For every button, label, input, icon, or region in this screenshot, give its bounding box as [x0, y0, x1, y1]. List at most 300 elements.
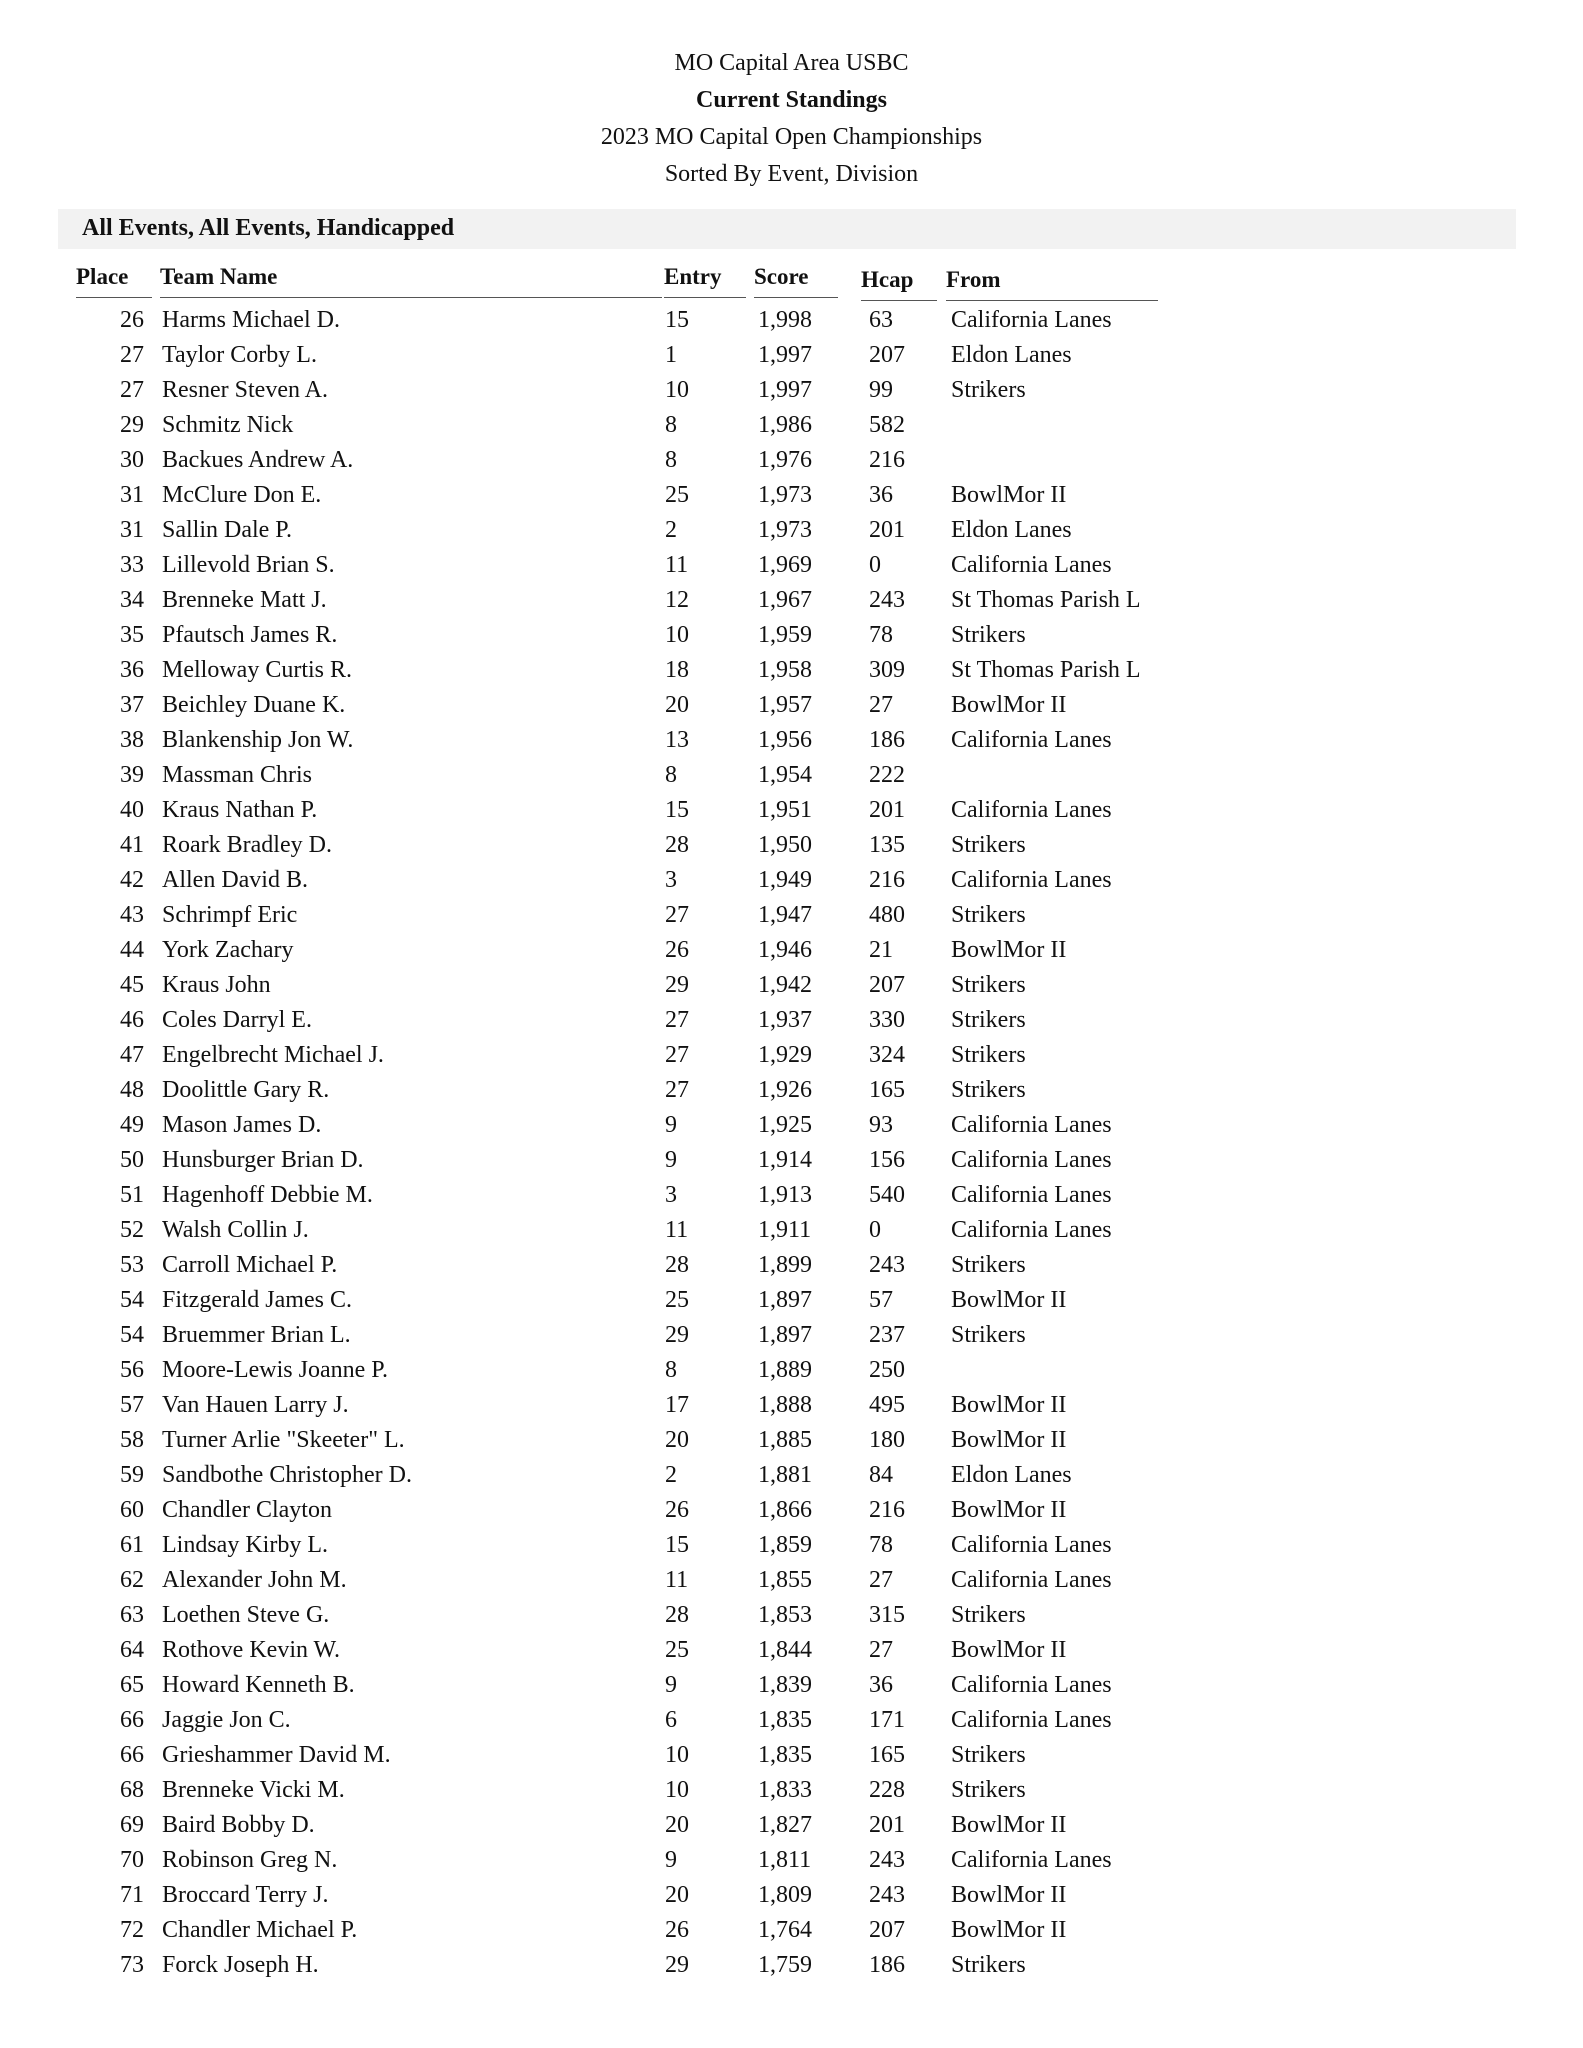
table-row — [0, 1077, 1583, 1112]
cell-hcap: 216 — [869, 867, 905, 893]
table-row — [0, 1532, 1583, 1567]
cell-entry: 10 — [665, 1777, 689, 1803]
cell-entry: 27 — [665, 902, 689, 928]
table-row — [0, 377, 1583, 412]
table-row — [0, 902, 1583, 937]
cell-score: 1,844 — [758, 1637, 812, 1663]
cell-name: Broccard Terry J. — [162, 1882, 329, 1908]
cell-from: Eldon Lanes — [951, 517, 1072, 543]
cell-entry: 27 — [665, 1007, 689, 1033]
cell-place: 66 — [120, 1742, 144, 1768]
cell-hcap: 78 — [869, 1532, 893, 1558]
cell-name: Backues Andrew A. — [162, 447, 354, 473]
cell-place: 45 — [120, 972, 144, 998]
cell-score: 1,897 — [758, 1287, 812, 1313]
cell-hcap: 57 — [869, 1287, 893, 1313]
cell-place: 35 — [120, 622, 144, 648]
cell-entry: 11 — [665, 1567, 689, 1593]
cell-from: BowlMor II — [951, 692, 1067, 718]
table-row — [0, 867, 1583, 902]
cell-from: California Lanes — [951, 1112, 1112, 1138]
table-row — [0, 1497, 1583, 1532]
cell-entry: 26 — [665, 1917, 689, 1943]
table-row — [0, 1147, 1583, 1182]
cell-name: Brenneke Matt J. — [162, 587, 327, 613]
cell-from: California Lanes — [951, 1672, 1112, 1698]
cell-entry: 8 — [665, 1357, 677, 1383]
cell-entry: 27 — [665, 1042, 689, 1068]
cell-score: 1,973 — [758, 517, 812, 543]
cell-hcap: 99 — [869, 377, 893, 403]
cell-name: Pfautsch James R. — [162, 622, 338, 648]
cell-entry: 15 — [665, 797, 689, 823]
cell-name: Van Hauen Larry J. — [162, 1392, 349, 1418]
cell-score: 1,914 — [758, 1147, 812, 1173]
cell-place: 59 — [120, 1462, 144, 1488]
cell-hcap: 21 — [869, 937, 893, 963]
cell-name: Loethen Steve G. — [162, 1602, 330, 1628]
table-row — [0, 1952, 1583, 1987]
tournament-title: 2023 MO Capital Open Championships — [600, 124, 983, 150]
cell-score: 1,855 — [758, 1567, 812, 1593]
table-row — [0, 937, 1583, 972]
cell-place: 53 — [120, 1252, 144, 1278]
cell-score: 1,811 — [758, 1847, 812, 1873]
cell-entry: 25 — [665, 1287, 689, 1313]
cell-place: 39 — [120, 762, 144, 788]
cell-entry: 28 — [665, 1252, 689, 1278]
column-header-hcap: Hcap — [861, 267, 937, 301]
cell-hcap: 135 — [869, 832, 905, 858]
cell-score: 1,997 — [758, 377, 812, 403]
cell-hcap: 480 — [869, 902, 905, 928]
sort-description: Sorted By Event, Division — [664, 161, 919, 187]
cell-from: Strikers — [951, 1777, 1026, 1803]
report-title: Current Standings — [696, 87, 887, 113]
cell-entry: 1 — [665, 342, 677, 368]
cell-from: BowlMor II — [951, 1287, 1067, 1313]
cell-score: 1,827 — [758, 1812, 812, 1838]
cell-from: Strikers — [951, 972, 1026, 998]
table-row — [0, 1287, 1583, 1322]
table-row — [0, 1672, 1583, 1707]
cell-score: 1,926 — [758, 1077, 812, 1103]
cell-score: 1,957 — [758, 692, 812, 718]
cell-from: California Lanes — [951, 1217, 1112, 1243]
cell-entry: 28 — [665, 832, 689, 858]
cell-name: Schrimpf Eric — [162, 902, 298, 928]
cell-hcap: 201 — [869, 1812, 905, 1838]
cell-name: Jaggie Jon C. — [162, 1707, 291, 1733]
cell-score: 1,913 — [758, 1182, 812, 1208]
column-header-from: From — [946, 267, 1158, 301]
cell-from: Strikers — [951, 1042, 1026, 1068]
table-row — [0, 1812, 1583, 1847]
cell-name: Beichley Duane K. — [162, 692, 346, 718]
cell-hcap: 228 — [869, 1777, 905, 1803]
cell-place: 46 — [120, 1007, 144, 1033]
cell-place: 27 — [120, 377, 144, 403]
cell-name: Forck Joseph H. — [162, 1952, 319, 1978]
cell-place: 73 — [120, 1952, 144, 1978]
cell-entry: 11 — [665, 1217, 689, 1243]
cell-hcap: 0 — [869, 1217, 881, 1243]
table-row — [0, 727, 1583, 762]
cell-name: Roark Bradley D. — [162, 832, 332, 858]
cell-name: Chandler Clayton — [162, 1497, 332, 1523]
cell-name: McClure Don E. — [162, 482, 322, 508]
cell-hcap: 243 — [869, 1847, 905, 1873]
table-row — [0, 762, 1583, 797]
cell-score: 1,947 — [758, 902, 812, 928]
cell-score: 1,959 — [758, 622, 812, 648]
cell-entry: 29 — [665, 972, 689, 998]
cell-entry: 3 — [665, 1182, 677, 1208]
cell-hcap: 250 — [869, 1357, 905, 1383]
cell-name: Brenneke Vicki M. — [162, 1777, 345, 1803]
cell-entry: 9 — [665, 1672, 677, 1698]
cell-place: 61 — [120, 1532, 144, 1558]
cell-hcap: 540 — [869, 1182, 905, 1208]
table-row — [0, 307, 1583, 342]
cell-score: 1,839 — [758, 1672, 812, 1698]
cell-name: Schmitz Nick — [162, 412, 294, 438]
cell-place: 48 — [120, 1077, 144, 1103]
cell-place: 47 — [120, 1042, 144, 1068]
cell-name: Allen David B. — [162, 867, 308, 893]
cell-entry: 11 — [665, 552, 689, 578]
cell-hcap: 207 — [869, 972, 905, 998]
cell-entry: 9 — [665, 1112, 677, 1138]
cell-score: 1,986 — [758, 412, 812, 438]
cell-place: 31 — [120, 517, 144, 543]
cell-score: 1,942 — [758, 972, 812, 998]
cell-name: Coles Darryl E. — [162, 1007, 312, 1033]
table-row — [0, 517, 1583, 552]
column-header-place: Place — [76, 264, 152, 298]
cell-from: Strikers — [951, 902, 1026, 928]
org-title: MO Capital Area USBC — [674, 50, 909, 76]
cell-entry: 17 — [665, 1392, 689, 1418]
cell-name: Bruemmer Brian L. — [162, 1322, 351, 1348]
cell-place: 56 — [120, 1357, 144, 1383]
table-row — [0, 587, 1583, 622]
cell-entry: 25 — [665, 1637, 689, 1663]
table-row — [0, 1882, 1583, 1917]
cell-place: 42 — [120, 867, 144, 893]
cell-entry: 25 — [665, 482, 689, 508]
table-row — [0, 1392, 1583, 1427]
cell-hcap: 495 — [869, 1392, 905, 1418]
cell-place: 54 — [120, 1322, 144, 1348]
cell-name: Melloway Curtis R. — [162, 657, 352, 683]
cell-hcap: 216 — [869, 447, 905, 473]
section-title: All Events, All Events, Handicapped — [82, 215, 455, 241]
cell-hcap: 243 — [869, 587, 905, 613]
cell-entry: 20 — [665, 692, 689, 718]
column-header-entry: Entry — [664, 264, 746, 298]
cell-from: Eldon Lanes — [951, 342, 1072, 368]
cell-place: 51 — [120, 1182, 144, 1208]
cell-from: California Lanes — [951, 867, 1112, 893]
cell-from: BowlMor II — [951, 937, 1067, 963]
cell-place: 54 — [120, 1287, 144, 1313]
cell-hcap: 243 — [869, 1882, 905, 1908]
cell-place: 26 — [120, 307, 144, 333]
cell-place: 44 — [120, 937, 144, 963]
cell-from: California Lanes — [951, 307, 1112, 333]
cell-hcap: 171 — [869, 1707, 905, 1733]
cell-name: York Zachary — [162, 937, 294, 963]
cell-place: 29 — [120, 412, 144, 438]
cell-name: Hagenhoff Debbie M. — [162, 1182, 373, 1208]
cell-entry: 20 — [665, 1812, 689, 1838]
table-row — [0, 657, 1583, 692]
table-row — [0, 1322, 1583, 1357]
table-row — [0, 447, 1583, 482]
cell-place: 31 — [120, 482, 144, 508]
table-row — [0, 1637, 1583, 1672]
cell-from: BowlMor II — [951, 1427, 1067, 1453]
cell-place: 43 — [120, 902, 144, 928]
cell-score: 1,835 — [758, 1742, 812, 1768]
cell-hcap: 180 — [869, 1427, 905, 1453]
cell-hcap: 582 — [869, 412, 905, 438]
cell-entry: 9 — [665, 1147, 677, 1173]
cell-score: 1,888 — [758, 1392, 812, 1418]
table-row — [0, 972, 1583, 1007]
cell-score: 1,764 — [758, 1917, 812, 1943]
cell-from: California Lanes — [951, 1147, 1112, 1173]
cell-place: 65 — [120, 1672, 144, 1698]
cell-name: Grieshammer David M. — [162, 1742, 391, 1768]
cell-hcap: 165 — [869, 1077, 905, 1103]
cell-hcap: 207 — [869, 342, 905, 368]
table-row — [0, 1182, 1583, 1217]
cell-entry: 26 — [665, 1497, 689, 1523]
cell-from: California Lanes — [951, 552, 1112, 578]
cell-name: Fitzgerald James C. — [162, 1287, 352, 1313]
cell-from: BowlMor II — [951, 1497, 1067, 1523]
cell-place: 41 — [120, 832, 144, 858]
table-row — [0, 1112, 1583, 1147]
cell-score: 1,833 — [758, 1777, 812, 1803]
table-row — [0, 412, 1583, 447]
cell-entry: 18 — [665, 657, 689, 683]
cell-hcap: 186 — [869, 1952, 905, 1978]
cell-entry: 10 — [665, 622, 689, 648]
cell-entry: 3 — [665, 867, 677, 893]
table-row — [0, 1917, 1583, 1952]
cell-score: 1,897 — [758, 1322, 812, 1348]
cell-entry: 2 — [665, 1462, 677, 1488]
cell-score: 1,997 — [758, 342, 812, 368]
cell-from: California Lanes — [951, 1707, 1112, 1733]
cell-hcap: 237 — [869, 1322, 905, 1348]
cell-entry: 26 — [665, 937, 689, 963]
cell-place: 58 — [120, 1427, 144, 1453]
cell-from: Strikers — [951, 1742, 1026, 1768]
cell-place: 33 — [120, 552, 144, 578]
cell-score: 1,973 — [758, 482, 812, 508]
cell-name: Rothove Kevin W. — [162, 1637, 340, 1663]
cell-score: 1,967 — [758, 587, 812, 613]
cell-place: 64 — [120, 1637, 144, 1663]
table-row — [0, 342, 1583, 377]
cell-place: 36 — [120, 657, 144, 683]
table-row — [0, 1777, 1583, 1812]
cell-score: 1,976 — [758, 447, 812, 473]
table-row — [0, 797, 1583, 832]
table-row — [0, 1707, 1583, 1742]
cell-name: Resner Steven A. — [162, 377, 328, 403]
cell-name: Doolittle Gary R. — [162, 1077, 330, 1103]
cell-place: 62 — [120, 1567, 144, 1593]
cell-place: 63 — [120, 1602, 144, 1628]
cell-hcap: 216 — [869, 1497, 905, 1523]
cell-name: Taylor Corby L. — [162, 342, 317, 368]
cell-score: 1,956 — [758, 727, 812, 753]
cell-score: 1,835 — [758, 1707, 812, 1733]
cell-score: 1,954 — [758, 762, 812, 788]
table-row — [0, 692, 1583, 727]
table-row — [0, 1742, 1583, 1777]
cell-entry: 10 — [665, 1742, 689, 1768]
table-row — [0, 1217, 1583, 1252]
cell-place: 70 — [120, 1847, 144, 1873]
cell-score: 1,946 — [758, 937, 812, 963]
cell-from: Strikers — [951, 1007, 1026, 1033]
cell-score: 1,949 — [758, 867, 812, 893]
cell-entry: 28 — [665, 1602, 689, 1628]
cell-place: 30 — [120, 447, 144, 473]
cell-place: 52 — [120, 1217, 144, 1243]
cell-entry: 29 — [665, 1952, 689, 1978]
cell-name: Robinson Greg N. — [162, 1847, 338, 1873]
cell-from: Strikers — [951, 1602, 1026, 1628]
table-row — [0, 1252, 1583, 1287]
cell-place: 34 — [120, 587, 144, 613]
cell-from: BowlMor II — [951, 482, 1067, 508]
cell-hcap: 93 — [869, 1112, 893, 1138]
cell-from: St Thomas Parish L — [951, 657, 1141, 683]
table-row — [0, 832, 1583, 867]
table-row — [0, 1007, 1583, 1042]
cell-hcap: 201 — [869, 517, 905, 543]
cell-from: Strikers — [951, 1252, 1026, 1278]
cell-hcap: 27 — [869, 692, 893, 718]
cell-score: 1,809 — [758, 1882, 812, 1908]
cell-hcap: 27 — [869, 1567, 893, 1593]
cell-entry: 15 — [665, 1532, 689, 1558]
cell-score: 1,950 — [758, 832, 812, 858]
cell-place: 72 — [120, 1917, 144, 1943]
cell-from: Strikers — [951, 1322, 1026, 1348]
cell-from: California Lanes — [951, 1847, 1112, 1873]
cell-score: 1,958 — [758, 657, 812, 683]
cell-place: 69 — [120, 1812, 144, 1838]
cell-place: 68 — [120, 1777, 144, 1803]
cell-name: Walsh Collin J. — [162, 1217, 309, 1243]
cell-from: California Lanes — [951, 727, 1112, 753]
cell-entry: 13 — [665, 727, 689, 753]
cell-hcap: 36 — [869, 482, 893, 508]
cell-hcap: 78 — [869, 622, 893, 648]
cell-place: 49 — [120, 1112, 144, 1138]
table-row — [0, 1427, 1583, 1462]
cell-name: Alexander John M. — [162, 1567, 347, 1593]
cell-score: 1,853 — [758, 1602, 812, 1628]
cell-hcap: 207 — [869, 1917, 905, 1943]
cell-hcap: 222 — [869, 762, 905, 788]
cell-hcap: 63 — [869, 307, 893, 333]
cell-name: Turner Arlie "Skeeter" L. — [162, 1427, 405, 1453]
cell-hcap: 324 — [869, 1042, 905, 1068]
cell-entry: 12 — [665, 587, 689, 613]
cell-name: Mason James D. — [162, 1112, 322, 1138]
cell-score: 1,929 — [758, 1042, 812, 1068]
cell-entry: 20 — [665, 1427, 689, 1453]
cell-name: Kraus John — [162, 972, 271, 998]
cell-entry: 29 — [665, 1322, 689, 1348]
cell-name: Howard Kenneth B. — [162, 1672, 355, 1698]
table-row — [0, 1847, 1583, 1882]
cell-score: 1,998 — [758, 307, 812, 333]
cell-entry: 8 — [665, 762, 677, 788]
cell-score: 1,951 — [758, 797, 812, 823]
cell-name: Sallin Dale P. — [162, 517, 292, 543]
section-header — [58, 209, 1516, 249]
cell-from: Strikers — [951, 377, 1026, 403]
cell-from: Strikers — [951, 622, 1026, 648]
cell-entry: 8 — [665, 447, 677, 473]
cell-hcap: 309 — [869, 657, 905, 683]
cell-entry: 8 — [665, 412, 677, 438]
cell-hcap: 201 — [869, 797, 905, 823]
cell-entry: 9 — [665, 1847, 677, 1873]
cell-place: 50 — [120, 1147, 144, 1173]
cell-from: California Lanes — [951, 1182, 1112, 1208]
table-row — [0, 482, 1583, 517]
cell-name: Sandbothe Christopher D. — [162, 1462, 412, 1488]
cell-hcap: 27 — [869, 1637, 893, 1663]
cell-from: BowlMor II — [951, 1812, 1067, 1838]
cell-score: 1,937 — [758, 1007, 812, 1033]
cell-place: 60 — [120, 1497, 144, 1523]
column-header-team: Team Name — [160, 264, 662, 298]
cell-score: 1,969 — [758, 552, 812, 578]
cell-score: 1,859 — [758, 1532, 812, 1558]
cell-score: 1,899 — [758, 1252, 812, 1278]
cell-score: 1,881 — [758, 1462, 812, 1488]
cell-from: Strikers — [951, 1077, 1026, 1103]
cell-entry: 2 — [665, 517, 677, 543]
cell-place: 27 — [120, 342, 144, 368]
table-row — [0, 622, 1583, 657]
cell-name: Kraus Nathan P. — [162, 797, 318, 823]
table-row — [0, 1602, 1583, 1637]
cell-score: 1,925 — [758, 1112, 812, 1138]
cell-hcap: 243 — [869, 1252, 905, 1278]
cell-name: Moore-Lewis Joanne P. — [162, 1357, 388, 1383]
cell-from: Strikers — [951, 832, 1026, 858]
cell-place: 66 — [120, 1707, 144, 1733]
cell-place: 40 — [120, 797, 144, 823]
cell-name: Engelbrecht Michael J. — [162, 1042, 384, 1068]
cell-place: 71 — [120, 1882, 144, 1908]
cell-score: 1,885 — [758, 1427, 812, 1453]
cell-place: 38 — [120, 727, 144, 753]
